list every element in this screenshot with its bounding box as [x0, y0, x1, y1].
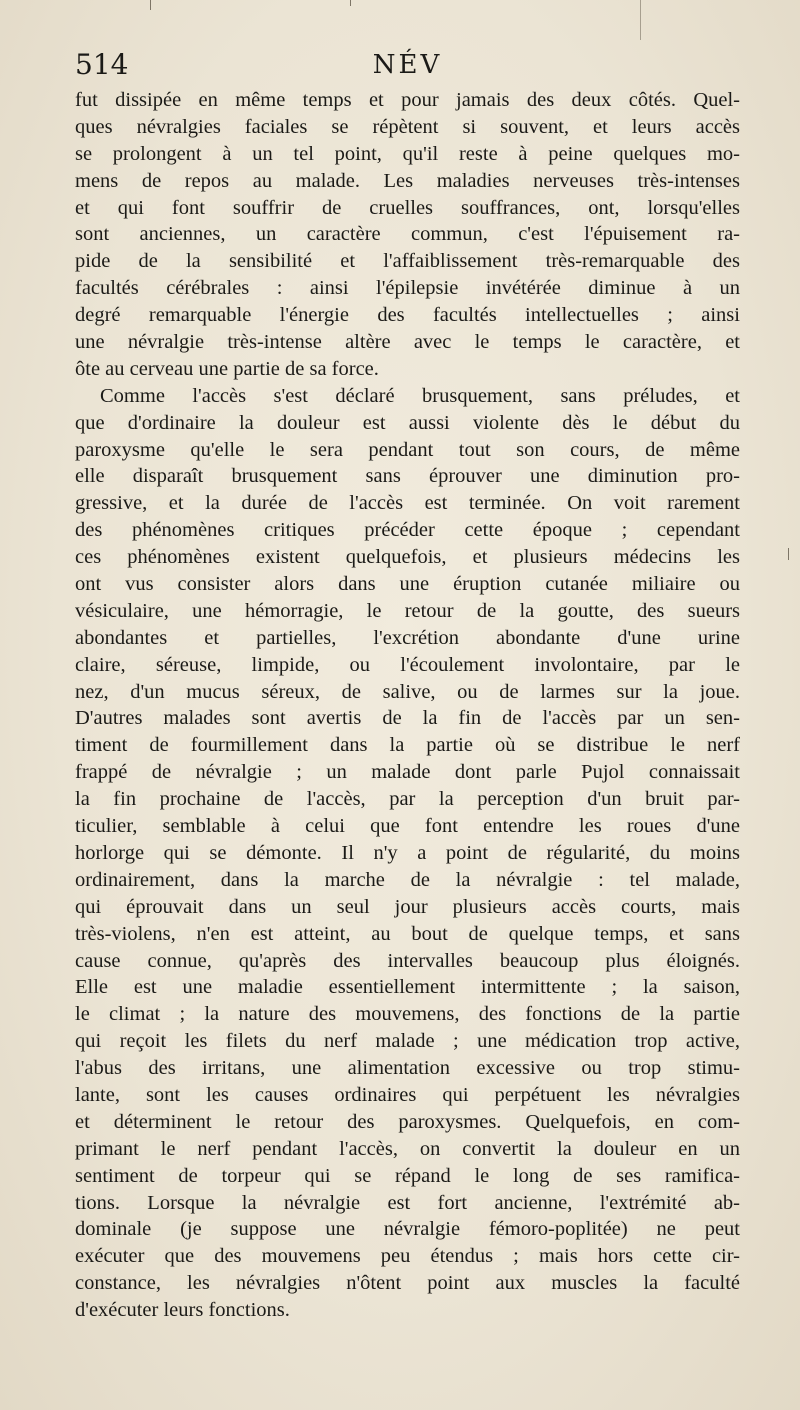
text-line: cause connue, qu'après des intervalles beaucoup plus éloignés.: [75, 949, 740, 972]
text-line: D'autres malades sont avertis de la fin de l'accès par un sen-: [75, 707, 740, 730]
text-line: ques névralgies faciales se répètent si souvent, et leurs accès: [75, 115, 740, 138]
text-line: l'abus des irritans, une alimentation excessive ou trop stimu-: [75, 1057, 740, 1080]
text-line: pide de la sensibilité et l'affaiblissement très-remarquable des: [75, 250, 740, 273]
text-line: que d'ordinaire la douleur est aussi violente dès le début du: [75, 411, 740, 434]
body-text: [75, 87, 740, 1324]
text-line: d'exécuter leurs fonctions.: [75, 1299, 290, 1322]
text-line: vésiculaire, une hémorragie, le retour de la goutte, des sueurs: [75, 599, 740, 622]
text-line: ticulier, semblable à celui que font entendre les roues d'une: [75, 815, 740, 838]
text-line: paroxysme qu'elle le sera pendant tout son cours, de même: [75, 438, 740, 461]
text-line: ordinairement, dans la marche de la névralgie : tel malade,: [75, 868, 740, 891]
text-line: abondantes et partielles, l'excrétion abondante d'une urine: [75, 626, 740, 649]
text-line: exécuter que des mouvemens peu étendus ; mais hors cette cir-: [75, 1245, 740, 1268]
page-number: 514: [75, 48, 129, 81]
text-line: ôte au cerveau une partie de sa force.: [75, 357, 379, 380]
text-line: la fin prochaine de l'accès, par la perception d'un bruit par-: [75, 788, 740, 811]
text-line: sentiment de torpeur qui se répand le long de ses ramifica-: [75, 1164, 740, 1187]
text-line: nez, d'un mucus séreux, de salive, ou de larmes sur la joue.: [75, 680, 740, 703]
text-line: ont vus consister alors dans une éruption cutanée miliaire ou: [75, 573, 740, 596]
text-line: primant le nerf pendant l'accès, on convertit la douleur en un: [75, 1137, 740, 1160]
text-line: elle disparaît brusquement sans éprouver une diminution pro-: [75, 465, 740, 488]
text-line: horlorge qui se démonte. Il n'y a point de régularité, du moins: [75, 841, 740, 864]
text-line: gressive, et la durée de l'accès est terminée. On voit rarement: [75, 492, 740, 515]
text-line: ces phénomènes existent quelquefois, et plusieurs médecins les: [75, 546, 740, 569]
stray-ink-mark: [350, 0, 351, 6]
text-line: le climat ; la nature des mouvemens, des fonctions de la partie: [75, 1003, 740, 1026]
page-header: [75, 48, 740, 88]
paragraph: [75, 383, 740, 1324]
text-line: degré remarquable l'énergie des facultés intellectuelles ; ainsi: [75, 304, 740, 327]
text-line: mens de repos au malade. Les maladies nerveuses très-intenses: [75, 169, 740, 192]
text-line: tions. Lorsque la névralgie est fort ancienne, l'extrémité ab-: [75, 1191, 740, 1214]
text-line: sont anciennes, un caractère commun, c'est l'épuisement ra-: [75, 223, 740, 246]
stray-ink-mark: [150, 0, 151, 10]
text-line: timent de fourmillement dans la partie où se distribue le nerf: [75, 734, 740, 757]
text-line: se prolongent à un tel point, qu'il reste à peine quelques mo-: [75, 142, 740, 165]
stray-ink-mark: [640, 0, 641, 40]
text-line: très-violens, n'en est atteint, au bout de quelque temps, et sans: [75, 922, 740, 945]
text-line: Elle est une maladie essentiellement intermittente ; la saison,: [75, 976, 740, 999]
text-line: claire, séreuse, limpide, ou l'écoulement involontaire, par le: [75, 653, 740, 676]
text-line: constance, les névralgies n'ôtent point aux muscles la faculté: [75, 1272, 740, 1295]
text-line: facultés cérébrales : ainsi l'épilepsie invétérée diminue à un: [75, 277, 740, 300]
text-line: des phénomènes critiques précéder cette époque ; cependant: [75, 519, 740, 542]
running-head: NÉV: [372, 50, 443, 80]
text-line: qui reçoit les filets du nerf malade ; une médication trop active,: [75, 1030, 740, 1053]
text-line: lante, sont les causes ordinaires qui perpétuent les névralgies: [75, 1083, 740, 1106]
stray-ink-mark: [788, 548, 789, 560]
text-line: et déterminent le retour des paroxysmes. Quelquefois, en com-: [75, 1110, 740, 1133]
paragraph: [75, 87, 740, 383]
text-line: frappé de névralgie ; un malade dont parle Pujol connaissait: [75, 761, 740, 784]
text-line: Comme l'accès s'est déclaré brusquement, sans préludes, et: [100, 384, 740, 407]
text-line: une névralgie très-intense altère avec le temps le caractère, et: [75, 331, 740, 354]
text-line: fut dissipée en même temps et pour jamais des deux côtés. Quel-: [75, 89, 740, 111]
text-line: dominale (je suppose une névralgie fémoro-poplitée) ne peut: [75, 1218, 740, 1241]
text-line: et qui font souffrir de cruelles souffrances, ont, lorsqu'elles: [75, 196, 740, 219]
text-line: qui éprouvait dans un seul jour plusieurs accès courts, mais: [75, 895, 740, 918]
